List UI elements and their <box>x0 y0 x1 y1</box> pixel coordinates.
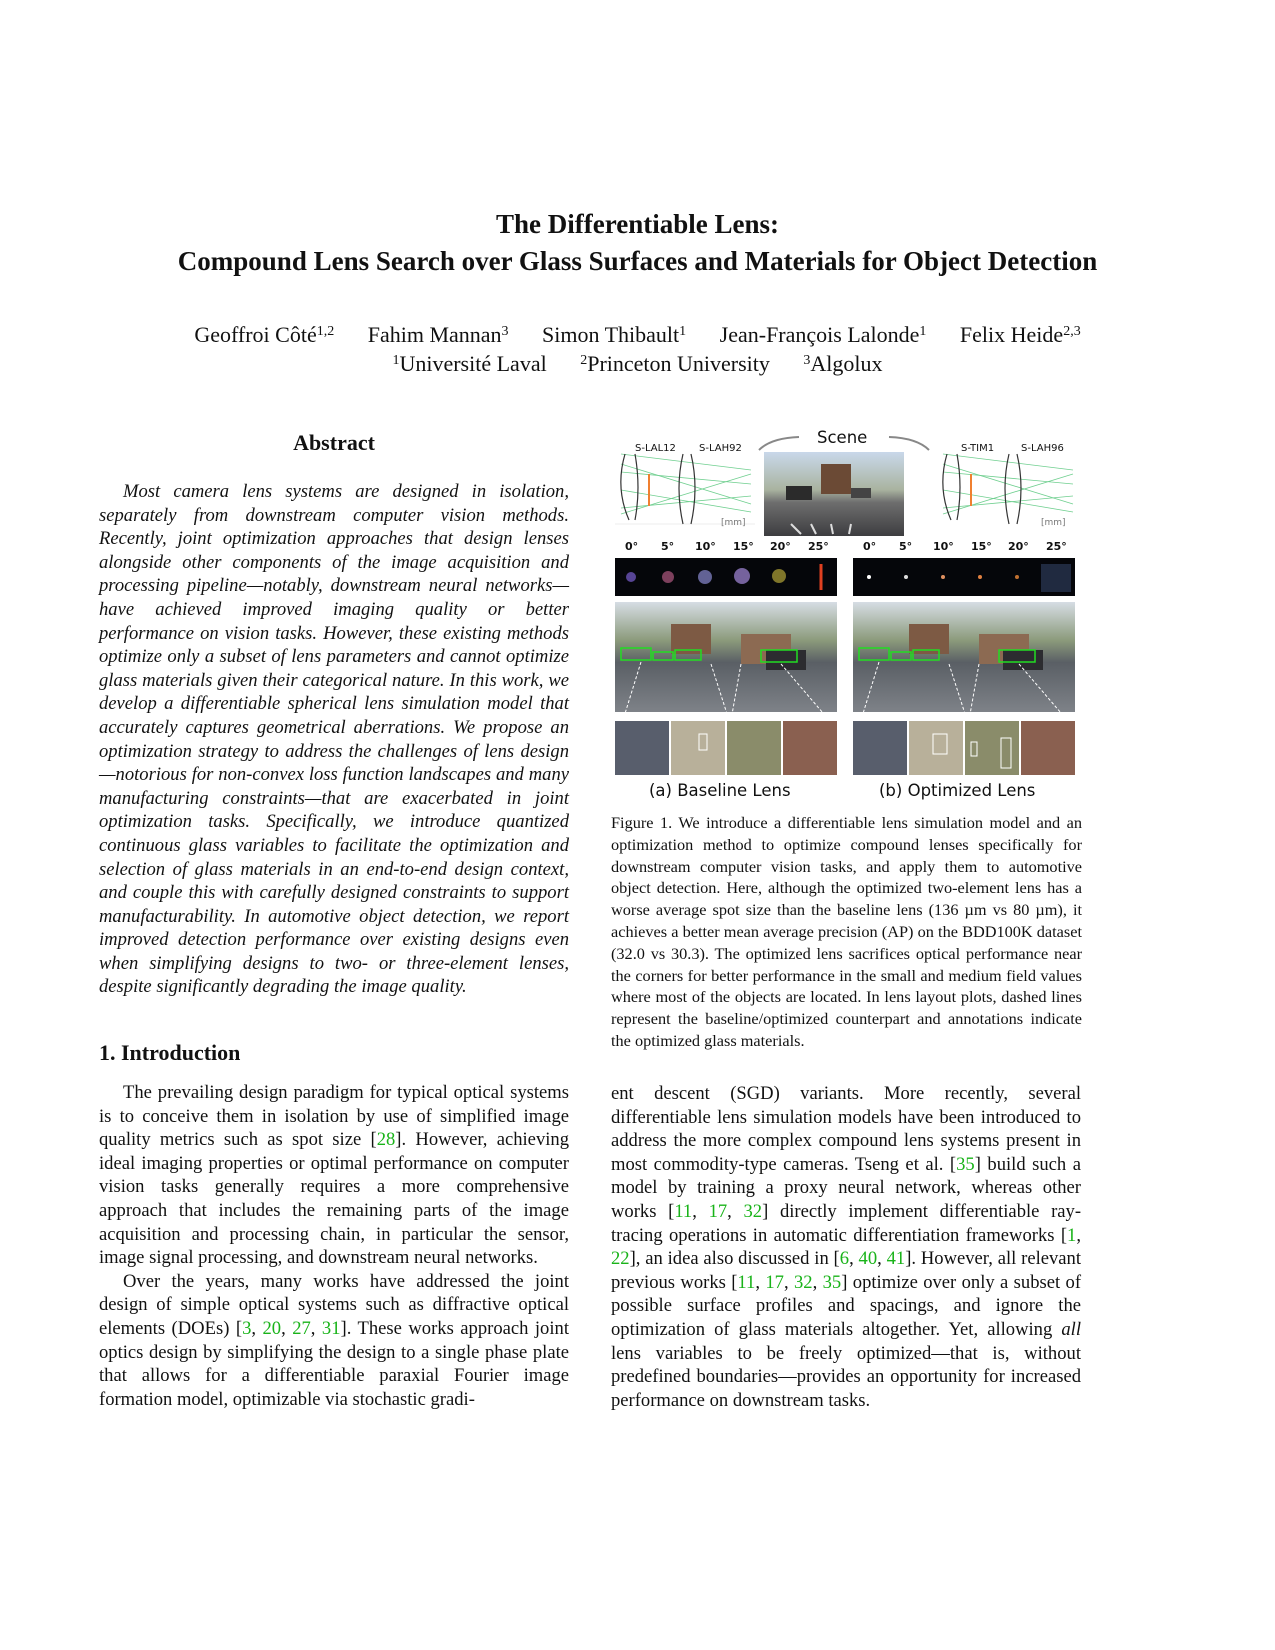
citation-link[interactable]: 35 <box>822 1271 842 1293</box>
subfigure-b-label: (b) Optimized Lens <box>879 781 1036 800</box>
author: Felix Heide$^{2,3}$ <box>959 322 1081 347</box>
baseline-crops <box>615 721 837 775</box>
angle-label: 20° <box>1008 540 1029 553</box>
figure-1 <box>611 424 1082 804</box>
angle-label: 0° <box>863 540 877 553</box>
citation-link[interactable]: 28 <box>376 1129 396 1151</box>
citation-link[interactable]: 22 <box>611 1248 630 1270</box>
title-line-2: Compound Lens Search over Glass Surfaces and Materials for Object Detection <box>177 246 1098 276</box>
optimized-lens-layout <box>937 450 1077 528</box>
angle-label: 15° <box>733 540 754 553</box>
glass-label: S-LAH92 <box>699 443 742 454</box>
title-line-1: The Differentiable Lens: <box>496 209 779 239</box>
figure-graphic <box>611 424 1082 804</box>
citation-link[interactable]: 1 <box>1067 1224 1077 1246</box>
angle-label: 25° <box>808 540 829 553</box>
glass-label: S-LAH96 <box>1021 443 1064 454</box>
affiliation-list <box>0 349 1275 378</box>
unit-label: [mm] <box>721 518 746 528</box>
author-block <box>0 320 1275 378</box>
citation-link[interactable]: 27 <box>292 1317 311 1339</box>
scene-label: Scene <box>817 428 868 447</box>
affiliation: $^1$Université Laval <box>392 351 547 376</box>
abstract-text: Most camera lens systems are designed in isolation, separately from downstream computer vision methods. Recently, joint optimization approaches that design lenses alongside other components of the image acquisition and processing pipeline—notably, downstream neural networks—have achieved improved imaging quality or better performance on vision tasks. However, these existing methods optimize only a subset of lens parameters and cannot optimize glass materials given their categorical nature. In this work, we develop a differentiable spherical lens simulation model that accurately captures geometrical aberrations. We propose an optimization strategy to address the challenges of lens design—notorious for non-convex loss function landscapes and many manufacturing constraints—that are exacerbated in joint optimization tasks. Specifically, we introduce quantized continuous glass variables to facilitate the optimization and selection of glass materials in an end-to-end design context, and couple this with carefully designed constraints to support manufacturability. In automotive object detection, we report improved detection performance over existing designs even when simplifying designs to two- or three-element lenses, despite significantly degrading the image quality. <box>99 481 569 998</box>
citation-link[interactable]: 31 <box>321 1317 341 1339</box>
abstract-heading: Abstract <box>293 430 375 455</box>
angle-label: 20° <box>770 540 791 553</box>
citation-link[interactable]: 17 <box>708 1200 728 1222</box>
citation-link[interactable]: 40 <box>858 1248 878 1270</box>
citation-link[interactable]: 35 <box>956 1153 975 1175</box>
citation-link[interactable]: 17 <box>765 1271 784 1293</box>
citation-link[interactable]: 41 <box>886 1248 906 1270</box>
angle-label: 10° <box>695 540 716 553</box>
glass-label: S-LAL12 <box>635 443 676 454</box>
affiliation: $^2$Princeton University <box>580 351 770 376</box>
angle-label: 15° <box>971 540 992 553</box>
angle-label: 5° <box>661 540 675 553</box>
citation-link[interactable]: 32 <box>793 1271 813 1293</box>
author: Geoffroi Côté$^{1,2}$ <box>194 322 335 347</box>
affiliation: $^3$Algolux <box>803 351 883 376</box>
citation-link[interactable]: 20 <box>262 1317 282 1339</box>
intro-heading: 1. Introduction <box>99 1040 241 1065</box>
author: Jean-François Lalonde$^1$ <box>719 322 927 347</box>
citation-link[interactable]: 6 <box>839 1248 850 1270</box>
subfigure-a-label: (a) Baseline Lens <box>649 781 791 800</box>
author: Fahim Mannan$^3$ <box>367 322 509 347</box>
intro-paragraph-2: Over the years, many works have addressed the joint design of simple optical systems such as diffractive optical elements (DOEs) [3, 20, 27, 31]. These works approach joint optics design by simplifying the design to a single phase plate that allows for a differentiable paraxial Fourier image formation model, optimizable via stochastic gradi- <box>99 1270 569 1410</box>
unit-label: [mm] <box>1041 518 1066 528</box>
intro-left-column <box>99 1081 569 1411</box>
author-list <box>0 320 1275 349</box>
angle-label: 5° <box>899 540 913 553</box>
citation-link[interactable]: 32 <box>743 1200 763 1222</box>
glass-label: S-TIM1 <box>961 443 995 454</box>
intro-right-column <box>611 1082 1081 1412</box>
angle-label: 25° <box>1046 540 1067 553</box>
intro-paragraph-continued: ent descent (SGD) variants. More recently, several differentiable lens simulation models have been introduced to address the more complex compound lens systems present in most commodity-type cameras. Tseng et al. [35] build such a model by training a proxy neural network, whereas other works [11, 17, 32] directly implement differentiable ray-tracing operations in automatic differentiation frameworks [1, 22], an idea also discussed in [6, 40, 41]. However, all relevant previous works [11, 17, 32, 35] optimize over only a subset of possible surface profiles and spacings, and ignore the optimization of glass materials altogether. Yet, allowing all lens variables to be freely optimized—that is, without predefined boundaries—provides an opportunity for increased performance on downstream tasks. <box>611 1083 1082 1411</box>
figure-1-caption: Figure 1. We introduce a differentiable lens simulation model and an optimization method to optimize compound lenses specifically for downstream computer vision tasks, and apply them to automotive object detection. Here, although the optimized two-element lens has a worse average spot size than the baseline lens (136 µm vs 80 µm), it achieves a better mean average precision (AP) on the BDD100K dataset (32.0 vs 30.3). The optimized lens sacrifices optical performance near the corners for better performance in the small and medium field values where most of the objects are located. In lens layout plots, dashed lines represent the baseline/optimized counterpart and annotations indicate the optimized glass materials. <box>611 813 1082 1050</box>
citation-link[interactable]: 11 <box>737 1271 756 1293</box>
optimized-crops <box>853 721 1075 775</box>
baseline-psf-strip <box>615 558 837 596</box>
scene-image <box>764 452 904 536</box>
citation-link[interactable]: 3 <box>242 1317 252 1339</box>
optimized-detection-image <box>853 602 1075 720</box>
angle-label: 10° <box>933 540 954 553</box>
baseline-detection-image <box>615 602 837 720</box>
citation-link[interactable]: 11 <box>674 1200 693 1222</box>
intro-paragraph-1: The prevailing design paradigm for typical optical systems is to conceive them in isolation by use of simplified image quality metrics such as spot size [28]. However, achieving ideal imaging properties or optimal performance on computer vision tasks generally requires a more comprehensive approach that includes the remaining parts of the image acquisition and processing chain, in particular the sensor, image signal processing, and downstream neural networks. <box>99 1082 569 1269</box>
paper-title <box>0 206 1275 280</box>
author: Simon Thibault$^1$ <box>542 322 687 347</box>
baseline-lens-layout <box>615 450 755 528</box>
angle-label: 0° <box>625 540 639 553</box>
